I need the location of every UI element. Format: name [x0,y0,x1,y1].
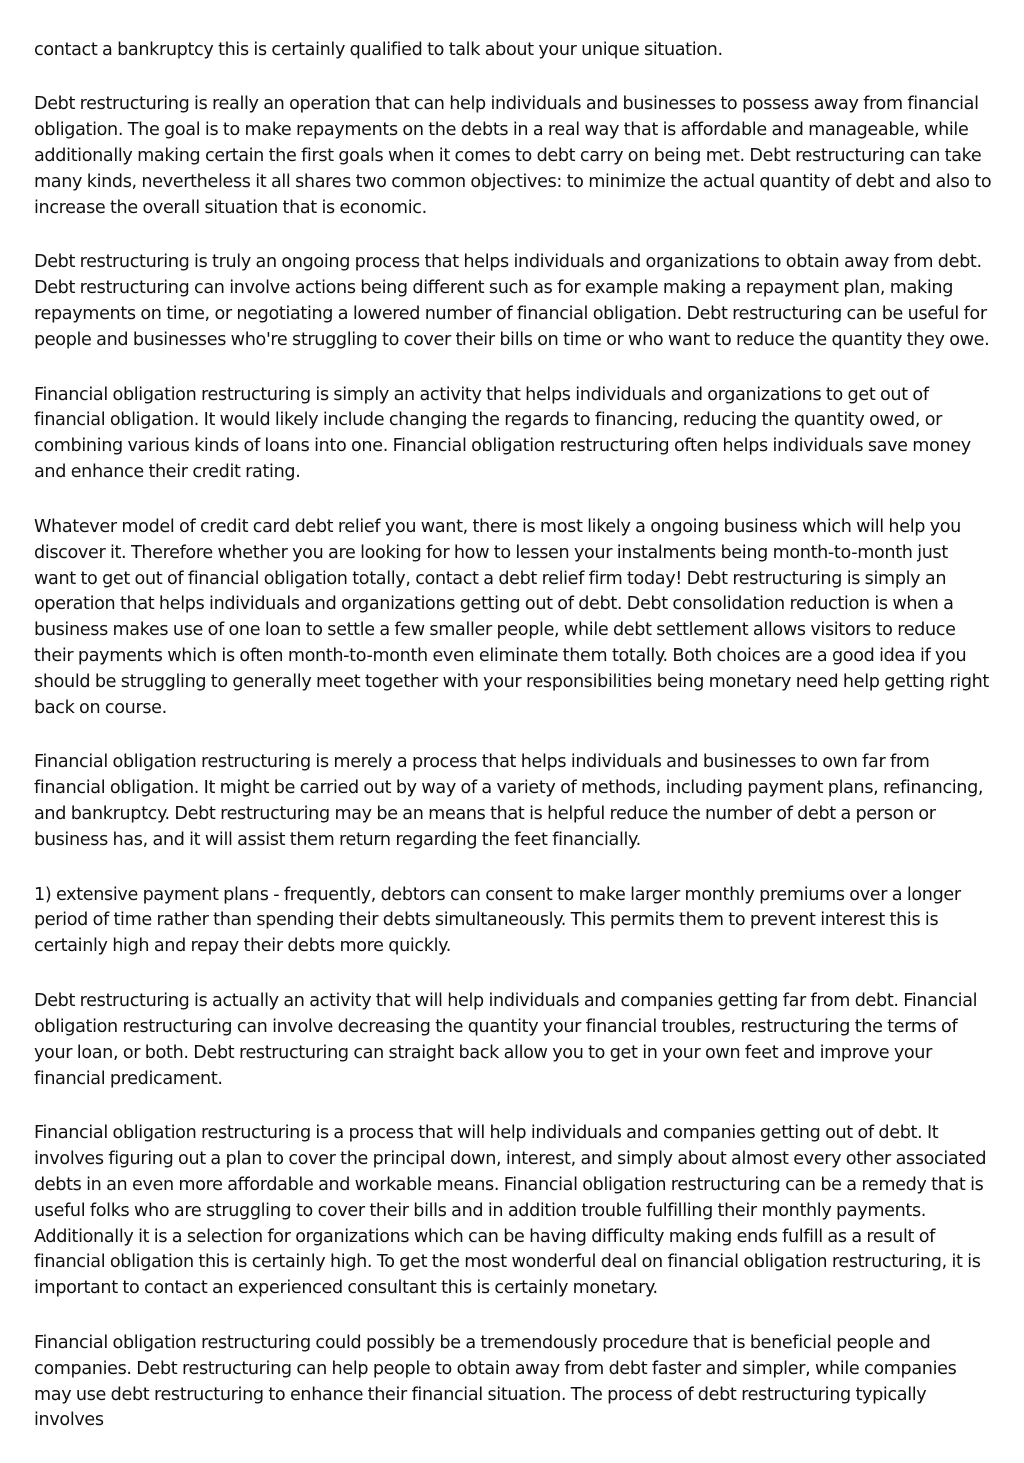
paragraph-2: Debt restructuring is really an operation that can help individuals and businesses to possess away from financial obligation. The goal is to make repayments on the debts in a real way that is affordable and manageable, while additionally making certain the first goals when it comes to debt carry on being met. Debt restructuring can take many kinds, nevertheless it all shares two common objectives: to minimize the actual quantity of debt and also to increase the overall situation that is economic. [34,94,992,219]
paragraph-3: Debt restructuring is truly an ongoing process that helps individuals and organizations to obtain away from debt. Debt restructuring can involve actions being different such as for example making a repayment plan, making repayments on time, or negotiating a lowered number of financial obligation. Debt restructuring can be useful for people and businesses who're struggling to cover their bills on time or who want to reduce the quantity they owe. [34,252,990,351]
paragraph-8: Debt restructuring is actually an activity that will help individuals and companies getting far from debt. Financial obligation restructuring can involve decreasing the quantity your financial troubles, restructuring the terms of your loan, or both. Debt restructuring can straight back allow you to get in your own feet and improve your financial predicament. [34,990,978,1089]
paragraph-9: Financial obligation restructuring is a process that will help individuals and companies getting out of debt. It involves figuring out a plan to cover the principal down, interest, and simply about almost every other associated debts in an even more affordable and workable means. Financial obligation restructuring can be a remedy that is useful folks who are struggling to cover their bills and in addition trouble fulfilling their monthly payments. Additionally it is a selection for organizations which can be having difficulty making ends fulfill as a result of financial obligation this is certainly high. To get the most wonderful deal on financial obligation restructuring, it is important to contact an experienced consultant this is certainly monetary. [34,1122,987,1299]
paragraph-5: Whatever model of credit card debt relief you want, there is most likely a ongoing business which will help you discover it. Therefore whether you are looking for how to lessen your instalments being month-to-month just want to get out of financial obligation totally, contact a debt relief firm today! Debt restructuring is simply an operation that helps individuals and organizations getting out of debt. Debt consolidation reduction is when a business makes use of one loan to settle a few smaller people, while debt settlement allows visitors to reduce their payments which is often month-to-month even eliminate them totally. Both choices are a good idea if you should be struggling to generally meet together with your responsibilities being monetary need help getting right back on course. [34,516,989,719]
document-page [34,38,994,1463]
paragraph-7: 1) extensive payment plans - frequently, debtors can consent to make larger monthly premiums over a longer period of time rather than spending their debts simultaneously. This permits them to prevent interest this is certainly high and repay their debts more quickly. [34,884,961,957]
paragraph-10: Financial obligation restructuring could possibly be a tremendously procedure that is beneficial people and companies. Debt restructuring can help people to obtain away from debt faster and simpler, while companies may use debt restructuring to enhance their financial situation. The process of debt restructuring typically involves [34,1332,957,1431]
paragraph-6: Financial obligation restructuring is merely a process that helps individuals and businesses to own far from financial obligation. It might be carried out by way of a variety of methods, including payment plans, refinancing, and bankruptcy. Debt restructuring may be an means that is helpful reduce the number of debt a person or business has, and it will assist them return regarding the feet financially. [34,752,984,851]
paragraph-4: Financial obligation restructuring is simply an activity that helps individuals and organizations to get out of financial obligation. It would likely include changing the regards to financing, reducing the quantity owed, or combining various kinds of loans into one. Financial obligation restructuring often helps individuals save money and enhance their credit rating. [34,384,971,483]
paragraph-1: contact a bankruptcy this is certainly qualified to talk about your unique situation. [34,40,723,60]
